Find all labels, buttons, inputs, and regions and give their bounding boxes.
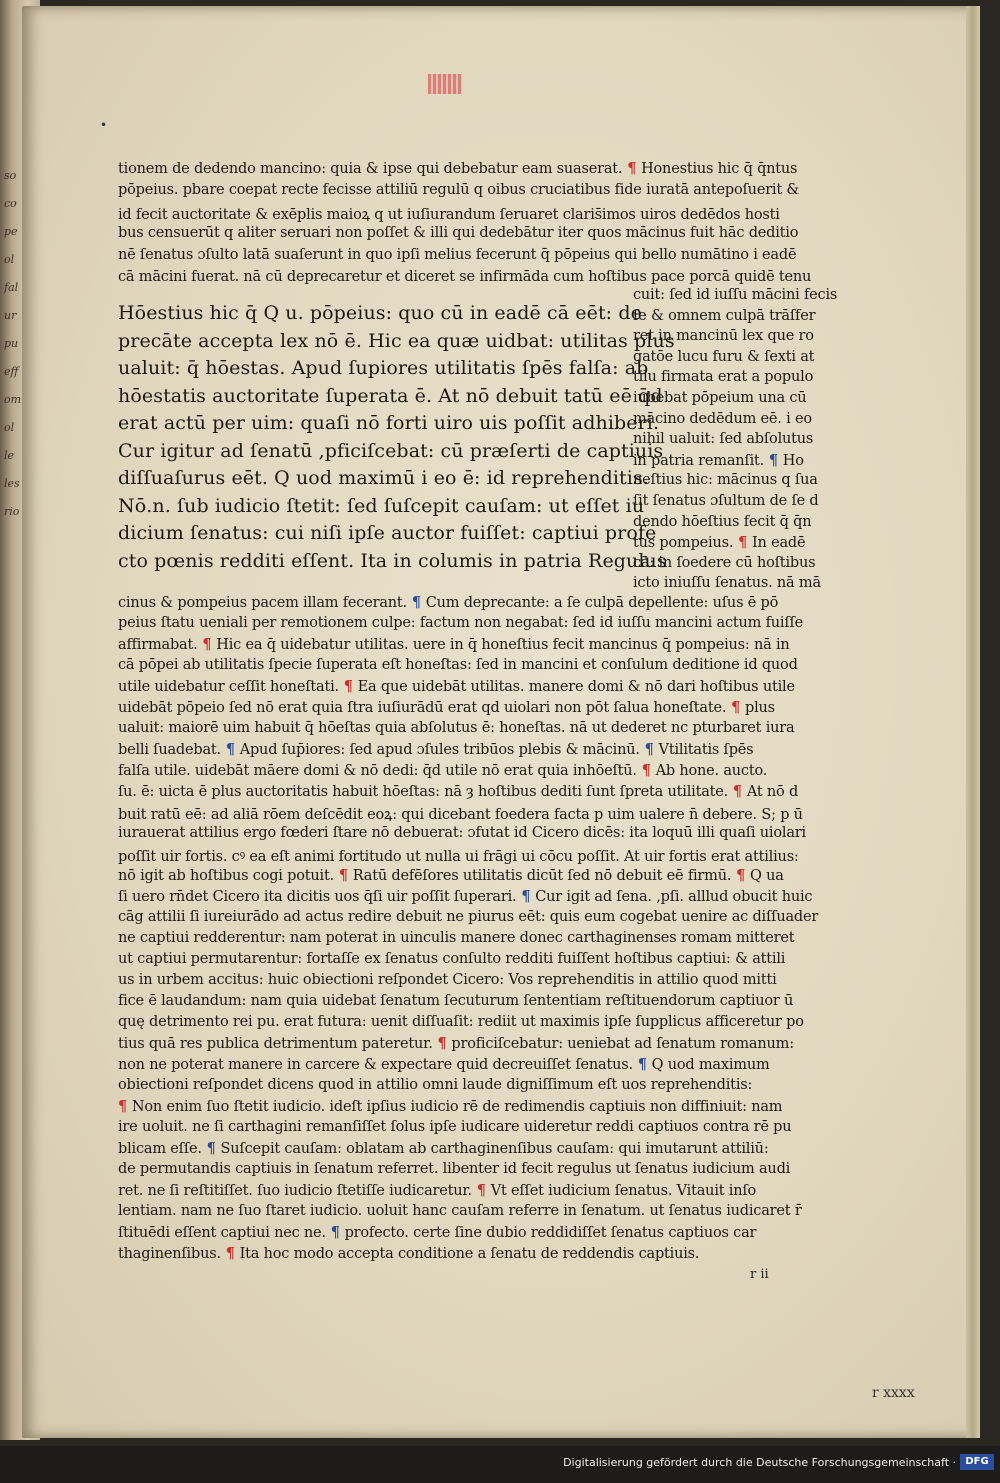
text-run: cinus & pompeius pacem illam fecerant.: [118, 595, 407, 611]
main-text-line: [118, 550, 667, 572]
text-run: diſſuaſurus eēt. Q uod maximū i eo ē: id reprehenditis.: [118, 467, 649, 489]
left-page-fragment: ol: [4, 253, 15, 266]
paragraph-mark-icon: ¶: [516, 888, 536, 905]
left-page-fragment: om: [4, 393, 22, 406]
side-commentary-line: [633, 534, 805, 551]
text-run: ualuit: maiorē uim habuit q̄ hōeſtas quia abſolutus ē: honeſtas. nā ut dederet nc pturbaret iura: [118, 720, 795, 736]
text-run: Nō.n. ſub iudicio ſtetit: ſed ſuſcepit cauſam: ut eſſet iu: [118, 494, 645, 517]
commentary-line: [118, 1056, 770, 1073]
text-run: belli ſuadebat.: [118, 742, 221, 758]
text-run: Hōestius hic q̄ Q u. pōpeius: quo cū in eadē cā eēt: de: [118, 302, 642, 324]
paragraph-mark-icon: ¶: [471, 1182, 491, 1199]
text-run: Cum deprecante: a ſe culpā depellente: uſus ē pō: [425, 595, 779, 611]
side-commentary-line: [633, 575, 821, 591]
text-run: Vtilitatis ſpēs: [658, 742, 754, 758]
main-text-line: [118, 467, 649, 489]
text-run: mācino dedēdum eē. i eo: [633, 410, 812, 427]
text-run: iurauerat attilius ergo fœderi ſtare nō debuerat: ɔfutat id Cicero dicēs: ita loquū illi quaſi uiolari: [118, 825, 806, 841]
side-commentary-line: [633, 472, 818, 488]
commentary-line: [118, 909, 818, 925]
commentary-line: [118, 636, 790, 653]
commentary-line: [118, 225, 798, 241]
footer-credit: Digitalisierung gefördert durch die Deutsche Forschungsgemeinschaft ·: [563, 1456, 956, 1469]
text-run: In eadē: [752, 535, 806, 552]
text-run: ſi uero rn̄det Cicero ita dicitis uos q̄ſi uir poſſit ſuperari.: [118, 889, 517, 905]
text-run: in patria remanſit.: [633, 452, 765, 469]
commentary-line: [118, 867, 784, 884]
paragraph-mark-icon: ¶: [201, 1140, 221, 1157]
side-commentary-line: [633, 555, 815, 571]
paragraph-mark-icon: ¶: [325, 1224, 345, 1241]
text-run: Non enim ſuo ſtetit iudicio. ideſt ipſius iudicio rē de redimendis captiuis non diffiniuit: nam: [131, 1099, 783, 1115]
commentary-line: [118, 1182, 756, 1199]
main-text-line: [118, 330, 675, 352]
text-run: ire uoluit. ne ſi carthagini remanſiſſet ſolus ipſe iudicare uideretur reddi captiuos contra rē pu: [118, 1119, 792, 1135]
side-commentary-line: [633, 493, 819, 509]
paragraph-mark-icon: ¶: [406, 594, 426, 611]
commentary-line: [118, 930, 794, 946]
top-mark: •: [100, 118, 108, 132]
text-run: cā mācini fuerat. nā cū deprecaretur et diceret se infirmāda cum hoſtibus pace porcā quidē tenu: [118, 269, 812, 285]
left-page-fragment: ur: [4, 309, 17, 322]
commentary-line: [118, 720, 794, 736]
paragraph-mark-icon: ¶: [733, 534, 753, 552]
left-page-fragment: co: [4, 197, 17, 210]
text-run: Cur igitur ad ſenatū ,pficiſcebat: cū præſerti de captiuis: [118, 439, 664, 462]
footer-bar: [0, 1446, 1000, 1483]
commentary-line: [118, 1035, 794, 1052]
commentary-line: [118, 678, 795, 695]
text-run: Ea que uidebāt utilitas. manere domi & nō dari hoſtibus utile: [357, 679, 795, 695]
left-page-fragment: fal: [4, 281, 19, 294]
signature-mark: r ii: [750, 1267, 769, 1282]
main-text-line: [118, 440, 663, 462]
text-run: ſit ſenatus ɔſultum de ſe d: [633, 493, 819, 509]
text-run: nē ſenatus ɔſulto latā suaſerunt in quo ipſi melius fecerunt q̄ pōpeius qui bello numātino i eadē: [118, 247, 797, 264]
text-run: cto pœnis redditi eſſent. Ita in columis in patria Regulus: [118, 549, 667, 572]
commentary-line: [118, 247, 796, 263]
text-run: de permutandis captiuis in ſenatum referret. libenter id fecit regulus ut ſenatus iudicium audi: [118, 1161, 791, 1177]
text-run: gatōe lucu furu & ſexti at: [633, 348, 815, 365]
text-run: Apud ſup̄iores: ſed apud ɔſules tribūos plebis & mācinū.: [239, 742, 640, 758]
text-run: iubebat pōpeium una cū: [633, 390, 807, 406]
paragraph-mark-icon: ¶: [220, 741, 240, 758]
paragraph-mark-icon: ¶: [764, 451, 783, 469]
commentary-line: [118, 160, 797, 177]
text-run: Ab hone. aucto.: [655, 763, 768, 779]
text-run: ſtituēdi eſſent captiui nec ne.: [118, 1225, 326, 1241]
commentary-line: [118, 804, 803, 824]
commentary-line: [118, 1203, 802, 1219]
side-commentary-line: [633, 390, 806, 406]
main-text-line: [118, 412, 659, 434]
paragraph-mark-icon: ¶: [731, 867, 750, 884]
text-run: Ho: [782, 452, 804, 469]
commentary-line: [118, 762, 767, 779]
catchword: r xxxx: [872, 1385, 915, 1401]
text-run: bus censuerūt q aliter seruari non poſſet & illi qui dedebātur iter quos mācinus fuit hāc deditio: [118, 225, 799, 242]
main-text-line: [118, 302, 642, 324]
text-run: us in urbem accitus: huic obiectioni reſpondet Cicero: Vos reprehenditis in attilio quod mitti: [118, 972, 777, 988]
text-run: profecto. certe ſine dubio reddidiſſet ſenatus captiuos car: [344, 1225, 757, 1241]
side-commentary-line: [633, 328, 814, 344]
text-run: Q ua: [749, 868, 784, 884]
paragraph-mark-icon: ¶: [728, 783, 747, 800]
paragraph-mark-icon: ¶: [338, 678, 358, 695]
text-run: tionem de dedendo mancino: quia & ipse qui debebatur eam suaserat.: [118, 161, 623, 177]
commentary-line: [118, 825, 806, 841]
text-run: icto iniuſſu ſenatus. nā mā: [633, 575, 821, 592]
commentary-line: [118, 1140, 769, 1157]
text-run: tilu firmata erat a populo: [633, 369, 814, 386]
text-run: Ita hoc modo accepta conditione a ſenatu de reddendis captiuis.: [239, 1246, 700, 1262]
commentary-line: [118, 1245, 699, 1262]
text-run: cā pōpei ab utilitatis ſpecie ſuperata eſt honeſtas: ſed in mancini et conſulum deditione id quod: [118, 657, 798, 673]
text-run: lentiam. nam ne ſuo ſtaret iudicio. uoluit hanc cauſam referre in ſenatum. ut ſenatus iudicaret r̄: [118, 1203, 802, 1219]
commentary-line: [118, 1224, 756, 1241]
side-commentary-line: [633, 452, 804, 469]
paragraph-mark-icon: ¶: [622, 160, 642, 177]
commentary-line: [118, 783, 798, 800]
left-page-fragment: so: [4, 169, 17, 182]
text-run: buit ratū eē: ad aliā rōem deſcēdit eoꝝ: qui dicebant foedera facta p uim ualere n̄ debere. S; p ū: [118, 807, 803, 823]
side-commentary-line: [633, 287, 837, 303]
text-run: obiectioni reſpondet dicens quod in attilio omni laude digniſſimum eſt uos reprehenditis:: [118, 1077, 753, 1093]
text-run: Honestius hic q̄ q̄ntus: [641, 161, 798, 177]
text-run: At nō d: [746, 784, 799, 800]
text-run: hōestatis auctoritate ſuperata ē. At nō debuit tatū eē q̄d: [118, 384, 663, 407]
text-run: Q uod maximum: [651, 1057, 770, 1073]
commentary-line: [118, 182, 799, 198]
text-run: ut captiui permutarentur: fortaſſe ex ſenatus conſulto redditi fuiſſent hoſtibus captiui: & attili: [118, 951, 786, 967]
paragraph-mark-icon: ¶: [632, 1056, 652, 1073]
left-page-fragment: pu: [4, 337, 19, 350]
left-page-fragment: le: [4, 449, 15, 462]
text-run: tus pompeius.: [633, 535, 734, 552]
commentary-line: [118, 1077, 752, 1093]
text-run: ſe & omnem culpā trāſfer: [633, 307, 816, 324]
commentary-line: [118, 888, 812, 905]
commentary-line: [118, 699, 775, 716]
paragraph-mark-icon: ¶: [334, 867, 353, 884]
text-run: ret in mancinū lex que ro: [633, 328, 814, 345]
text-run: quę detrimento rei pu. erat futura: uenit diſſuaſit: rediit ut maximis ipſe ſupplicus afficeretur po: [118, 1014, 804, 1030]
text-run: tius quā res publica detrimentum pateretur.: [118, 1036, 433, 1052]
text-run: id fecit auctoritate & exēplis maioꝝ q ut iuſiurandum ſeruaret claris̄imos uiros dedēdos hosti: [118, 206, 780, 223]
paragraph-mark-icon: ¶: [118, 1098, 132, 1115]
library-stamp: [428, 74, 462, 94]
left-page-fragment: ol: [4, 421, 15, 434]
text-run: neſtius hic: mācinus q ſua: [633, 472, 818, 489]
text-run: nihil ualuit: ſed abſolutus: [633, 431, 814, 448]
commentary-line: [118, 951, 785, 967]
paragraph-mark-icon: ¶: [726, 699, 745, 716]
text-run: Ratū defēſores utilitatis dicūt ſed nō debuit eē firmū.: [352, 868, 732, 884]
text-run: ſu. ē: uicta ē plus auctoritatis habuit hōeſtas: nā ȝ hoſtibus dediti ſunt ſpreta utilitate.: [118, 784, 729, 800]
left-page-fragment: rio: [4, 505, 20, 518]
main-text-line: [118, 522, 656, 544]
commentary-line: [118, 594, 778, 611]
text-run: Vt eſſet iudicium ſenatus. Vitauit inſo: [490, 1183, 757, 1199]
commentary-line: [118, 972, 777, 988]
text-run: ne captiui redderentur: nam poterat in uinculis manere donec carthaginenses romam mitteret: [118, 930, 795, 946]
commentary-line: [118, 1098, 782, 1115]
side-commentary-line: [633, 369, 813, 385]
text-run: plus: [745, 700, 775, 716]
text-run: peius ſtatu ueniali per remotionem culpe: factum non negabat: ſed id iuſſu mancini actum fuiſſe: [118, 615, 804, 631]
text-run: falſa utile. uidebāt māere domi & nō dedi: q̄d utile nō erat quia inhōeſtū.: [118, 763, 637, 779]
side-commentary-line: [633, 431, 813, 447]
side-commentary-line: [633, 308, 815, 324]
page-edge: [966, 6, 980, 1438]
text-run: nō igit ab hoſtibus cogi potuit.: [118, 868, 335, 884]
text-run: cuit: ſed id iuſſu mācini fecis: [633, 287, 838, 303]
left-page-fragment: eff: [4, 365, 19, 378]
text-run: Hic ea q̄ uidebatur utilitas. uere in q̄ honeſtius fecit mancinus q̄ pompeius: nā in: [216, 637, 790, 653]
text-run: Cur igit ad ſena. ,pſi. alllud obucit huic: [535, 889, 813, 905]
text-run: thaginenſibus.: [118, 1246, 221, 1262]
commentary-line: [118, 615, 803, 631]
commentary-line: [118, 1014, 804, 1030]
commentary-line: [118, 657, 798, 673]
left-page-fragment: les: [4, 477, 20, 490]
main-text-line: [118, 385, 663, 407]
commentary-line: [118, 741, 753, 758]
text-run: blicam eſſe.: [118, 1141, 202, 1157]
text-run: cā: in ſoedere cū hoſtibus: [633, 554, 816, 571]
main-text-line: [118, 357, 648, 379]
commentary-line: [118, 1161, 790, 1177]
commentary-line: [118, 993, 793, 1009]
text-run: cāg attilii ſi iureiurādo ad actus redire debuit ne piurus eēt: quis eum cogebat uenire ac diſſuader: [118, 909, 819, 925]
main-text-line: [118, 495, 644, 517]
paragraph-mark-icon: ¶: [220, 1245, 240, 1262]
dfg-logo: DFG: [960, 1454, 994, 1470]
text-run: Suſcepit cauſam: oblatam ab carthaginenſibus cauſam: qui imutarunt attiliū:: [220, 1141, 769, 1157]
text-run: non ne poterat manere in carcere & expectare quid decreuiſſet ſenatus.: [118, 1057, 633, 1073]
text-run: uidebāt pōpeio ſed nō erat quia ſtra iuſiurādū erat qd uiolari non pōt ſalua honeſtate.: [118, 700, 727, 716]
text-run: ualuit: q̄ hōestas. Apud ſupiores utilitatis ſpēs falſa: ab: [118, 357, 649, 379]
commentary-line: [118, 269, 811, 285]
text-run: proficiſcebatur: ueniebat ad ſenatum romanum:: [451, 1036, 794, 1052]
text-run: erat actū per uim: quaſi nō forti uiro uis poſſit adhiberi.: [118, 412, 660, 434]
text-run: affirmabat.: [118, 637, 198, 653]
text-run: utile uidebatur ceſſit honeſtati.: [118, 679, 339, 695]
text-run: dendo hōeſtius fecit q̄ q̄n: [633, 513, 812, 530]
commentary-line: [118, 204, 780, 224]
text-run: dicium ſenatus: cui niſi ipſe auctor fuiſſet: captiui profe: [118, 522, 657, 544]
side-commentary-line: [633, 514, 811, 530]
text-run: ret. ne ſi reſtitiſſet. ſuo iudicio ſtetiſſe iudicaretur.: [118, 1183, 472, 1199]
text-run: fice ē laudandum: nam quia uidebat ſenatum ſecuturum ſententiam reſtituendorum captiuor ū: [118, 993, 794, 1009]
text-run: poſſit uir fortis. cꝰ ea eſt animi fortitudo ut nulla ui frāgi ui cōcu poſſit. At uir fortis erat attilius:: [118, 849, 799, 865]
text-run: precāte accepta lex nō ē. Hic ea quæ uidbat: utilitas plus: [118, 329, 675, 352]
left-page-fragment: pe: [4, 225, 18, 238]
paragraph-mark-icon: ¶: [636, 762, 656, 779]
commentary-line: [118, 846, 799, 866]
commentary-line: [118, 1119, 791, 1135]
side-commentary-line: [633, 411, 812, 427]
paragraph-mark-icon: ¶: [197, 636, 217, 653]
paragraph-mark-icon: ¶: [639, 741, 659, 758]
paragraph-mark-icon: ¶: [432, 1035, 452, 1052]
side-commentary-line: [633, 349, 814, 365]
text-run: pōpeius. pbare coepat recte fecisse attiliū regulū q oibus cruciatibus fide iuratā antepoſuerit &: [118, 181, 800, 198]
